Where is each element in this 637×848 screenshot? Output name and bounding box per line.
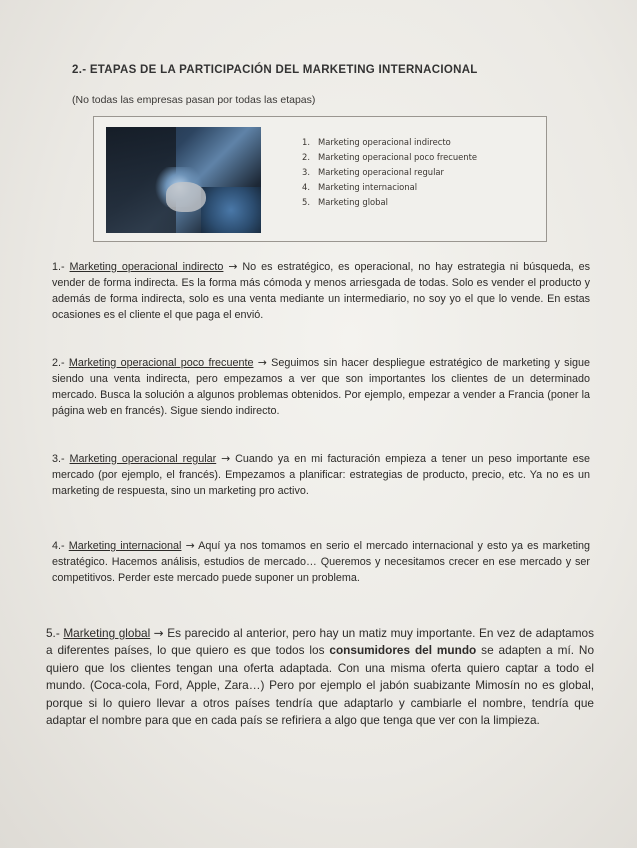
section-3: 3.- Marketing operacional regular → Cuando ya en mi facturación empieza a tener un peso importante ese mercado (por ejemplo, el francés). Empezamos a planificar: estrategias de producto, precio, etc. Ya no es un marketing de respuesta, sino un marketing pro activo. [52, 451, 591, 497]
arrow-icon: → [221, 451, 231, 465]
stage-item: 5. Marketing global [302, 197, 388, 207]
arrow-icon: → [185, 538, 195, 552]
section-5-heading: Marketing global [63, 625, 151, 640]
arrow-icon: → [153, 625, 164, 640]
arrow-icon: → [228, 259, 238, 273]
stage-item: 1. Marketing operacional indirecto [302, 137, 451, 147]
page-subtitle: (No todas las empresas pasan por todas las etapas) [72, 94, 316, 106]
arrow-icon: → [257, 355, 267, 369]
stages-list [302, 135, 477, 210]
stage-item: 3. Marketing operacional regular [302, 167, 444, 177]
section-1-heading: Marketing operacional indirecto [69, 260, 224, 273]
section-4: 4.- Marketing internacional → Aquí ya nos tomamos en serio el mercado internacional y esto ya es marketing estratégico. Hacemos análisis, estudios de mercado… Queremos y necesitamos crecer en ese mercado y ser competitivos. Perder este mercado puede suponer un problema. [52, 538, 590, 584]
world-shape [201, 187, 261, 233]
section-1: 1.- Marketing operacional indirecto → No es estratégico, es operacional, no hay estrategia ni búsqueda, es vender de forma indirecta. Es la forma más cómoda y menos arriesgada de todas. Solo es vender el producto y además de forma indirecta, solo es una venta mediante un intermediario, no soy yo el que lo vende. En estas ocasiones es el cliente el que paga el envió. [52, 259, 590, 321]
section-2: 2.- Marketing operacional poco frecuente → Seguimos sin hacer despliegue estratégico de marketing y sigue siendo una venta indirecta, pero empezamos a ver que son importantes los clientes de un determinado mercado. Busca la solución a algunos problemas obtenidos. Por ejemplo, empezar a vender a Francia (poner la página web en francés). Sigue siendo indirecto. [52, 355, 590, 417]
bold-phrase: consumidores del mundo [329, 643, 477, 658]
section-3-heading: Marketing operacional regular [69, 452, 217, 465]
stages-figure [93, 116, 547, 242]
section-5: 5.- Marketing global → Es parecido al anterior, pero hay un matiz muy importante. En vez de adaptamos a diferentes países, lo que quiero es que todos los consumidores del mundo se adapten a mí. No quiero que los clientes tengan una oferta adaptada. Con una misma oferta quiero captar a todo el mundo. (Coca-cola, Ford, Apple, Zara…) Pero por ejemplo el jabón suabizante Mimosín no es global, porque si lo quiero llevar a otros países tendría que adaptarlo y cambiarle el nombre, tendría que adaptar el nombre para que en cada país se refiriera a algo que tenga que ver con la limpieza. [46, 625, 595, 728]
hand-shape [166, 182, 206, 212]
stage-item: 2. Marketing operacional poco frecuente [302, 152, 478, 162]
section-2-heading: Marketing operacional poco frecuente [68, 356, 254, 369]
page-title: 2.- ETAPAS DE LA PARTICIPACIÓN DEL MARKETING INTERNACIONAL [72, 64, 478, 76]
stage-item: 4. Marketing internacional [302, 182, 418, 192]
section-4-heading: Marketing internacional [68, 539, 182, 552]
business-photo [106, 127, 261, 233]
